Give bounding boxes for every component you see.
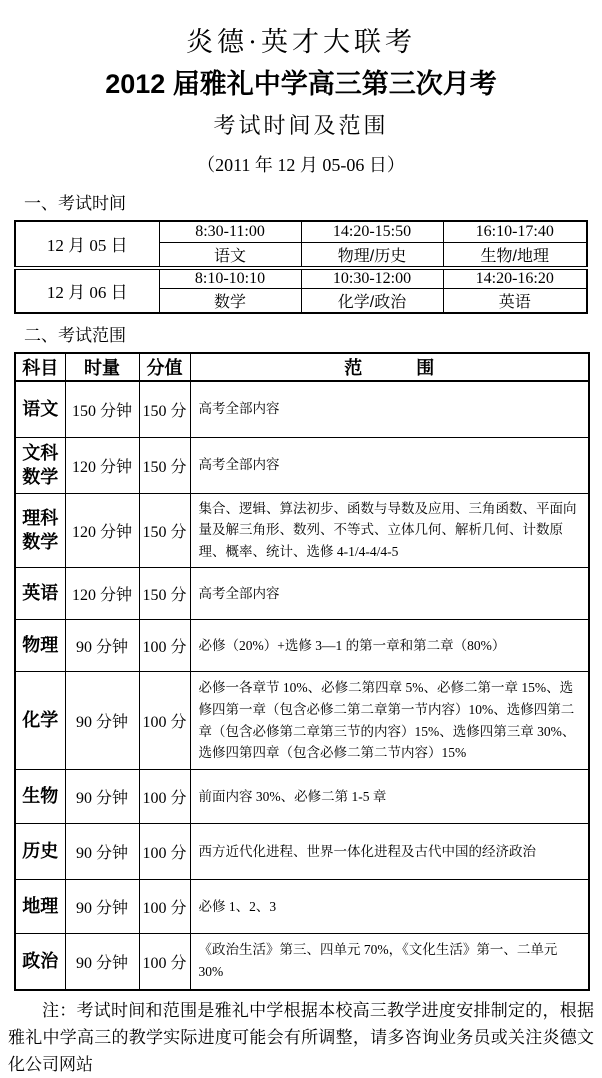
scope-row	[15, 934, 589, 990]
scope-row	[15, 880, 589, 934]
scope-range-cell: 必修一各章节 10%、必修二第四章 5%、必修二第一章 15%、选修四第一章（包含必修二第二章第一节内容）10%、选修四第二章（包含必修第二章第三节的内容）15%、选修四第三章 30%、选修四第四章（包含必修二第二节内容）15%	[190, 672, 589, 770]
scope-duration-cell: 120 分钟	[65, 568, 139, 620]
schedule-time-cell: 16:10-17:40	[443, 221, 587, 242]
scope-duration-cell: 90 分钟	[65, 672, 139, 770]
scope-row	[15, 620, 589, 672]
scope-subject-cell: 物理	[15, 620, 65, 672]
scope-row	[15, 493, 589, 568]
scope-range-cell: 《政治生活》第三、四单元 70%，《文化生活》第一、二单元 30%	[190, 934, 589, 990]
scope-subject-cell: 政治	[15, 934, 65, 990]
schedule-day2-times-row	[15, 268, 587, 289]
scope-subject-cell: 生物	[15, 770, 65, 824]
scope-range-cell: 高考全部内容	[190, 437, 589, 493]
schedule-subject-cell: 化学/政治	[301, 289, 443, 314]
scope-duration-cell: 150 分钟	[65, 381, 139, 437]
scope-row	[15, 568, 589, 620]
schedule-subject-cell: 物理/历史	[301, 242, 443, 268]
scope-header-range: 范 围	[190, 353, 589, 381]
scope-score-cell: 150 分	[139, 493, 190, 568]
scope-row	[15, 437, 589, 493]
schedule-subject-cell: 数学	[159, 289, 301, 314]
schedule-subject-cell: 英语	[443, 289, 587, 314]
schedule-time-cell: 8:30-11:00	[159, 221, 301, 242]
scope-range-cell: 必修（20%）+选修 3—1 的第一章和第二章（80%）	[190, 620, 589, 672]
scope-header-duration: 时量	[65, 353, 139, 381]
section-heading-scope: 二、考试范围	[24, 326, 126, 345]
exam-date-range: （2011 年 12 月 05-06 日）	[197, 155, 405, 175]
schedule-time-cell: 14:20-15:50	[301, 221, 443, 242]
scope-header-row	[15, 353, 589, 381]
schedule-time-cell: 14:20-16:20	[443, 268, 587, 289]
page-subtitle: 考试时间及范围	[213, 113, 389, 138]
scope-header-subject: 科目	[15, 353, 65, 381]
schedule-time-cell: 10:30-12:00	[301, 268, 443, 289]
scope-range-cell: 高考全部内容	[190, 568, 589, 620]
scope-subject-cell: 地理	[15, 880, 65, 934]
scope-duration-cell: 90 分钟	[65, 770, 139, 824]
schedule-date-cell: 12 月 05 日	[15, 221, 159, 268]
scope-duration-cell: 90 分钟	[65, 824, 139, 880]
scope-score-cell: 100 分	[139, 770, 190, 824]
scope-range-cell: 必修 1、2、3	[190, 880, 589, 934]
section-heading-schedule: 一、考试时间	[24, 194, 126, 213]
scope-header-score: 分值	[139, 353, 190, 381]
schedule-time-cell: 8:10-10:10	[159, 268, 301, 289]
schedule-subject-cell: 生物/地理	[443, 242, 587, 268]
scope-score-cell: 100 分	[139, 672, 190, 770]
scope-duration-cell: 120 分钟	[65, 493, 139, 568]
schedule-day1-times-row	[15, 221, 587, 242]
page-title: 2012 届雅礼中学高三第三次月考	[105, 69, 497, 99]
scope-range-cell: 高考全部内容	[190, 381, 589, 437]
scope-score-cell: 150 分	[139, 381, 190, 437]
scope-score-cell: 100 分	[139, 824, 190, 880]
schedule-date-cell: 12 月 06 日	[15, 268, 159, 314]
scope-subject-cell: 语文	[15, 381, 65, 437]
scope-score-cell: 150 分	[139, 568, 190, 620]
scope-range-cell: 西方近代化进程、世界一体化进程及古代中国的经济政治	[190, 824, 589, 880]
scope-score-cell: 100 分	[139, 934, 190, 990]
scope-subject-cell: 英语	[15, 568, 65, 620]
brand-title: 炎德·英才大联考	[186, 27, 416, 57]
scope-row	[15, 672, 589, 770]
footnote: 注：考试时间和范围是雅礼中学根据本校高三教学进度安排制定的，根据雅礼中学高三的教学实际进度可能会有所调整，请多咨询业务员或关注炎德文化公司网站	[8, 1000, 594, 1074]
scope-row	[15, 381, 589, 437]
scope-row	[15, 770, 589, 824]
scope-subject-cell: 化学	[15, 672, 65, 770]
scope-subject-cell: 文科数学	[15, 437, 65, 493]
scope-subject-cell: 历史	[15, 824, 65, 880]
scope-row	[15, 824, 589, 880]
scope-range-cell: 集合、逻辑、算法初步、函数与导数及应用、三角函数、平面向量及解三角形、数列、不等式、立体几何、解析几何、计数原理、概率、统计、选修 4-1/4-4/4-5	[190, 493, 589, 568]
scope-score-cell: 100 分	[139, 620, 190, 672]
scope-duration-cell: 90 分钟	[65, 880, 139, 934]
exam-schedule-table	[14, 220, 588, 314]
exam-scope-table	[14, 352, 590, 991]
scope-duration-cell: 90 分钟	[65, 620, 139, 672]
scope-range-cell: 前面内容 30%、必修二第 1-5 章	[190, 770, 589, 824]
schedule-subject-cell: 语文	[159, 242, 301, 268]
scope-duration-cell: 120 分钟	[65, 437, 139, 493]
scope-subject-cell: 理科数学	[15, 493, 65, 568]
scope-score-cell: 100 分	[139, 880, 190, 934]
scope-score-cell: 150 分	[139, 437, 190, 493]
scope-duration-cell: 90 分钟	[65, 934, 139, 990]
